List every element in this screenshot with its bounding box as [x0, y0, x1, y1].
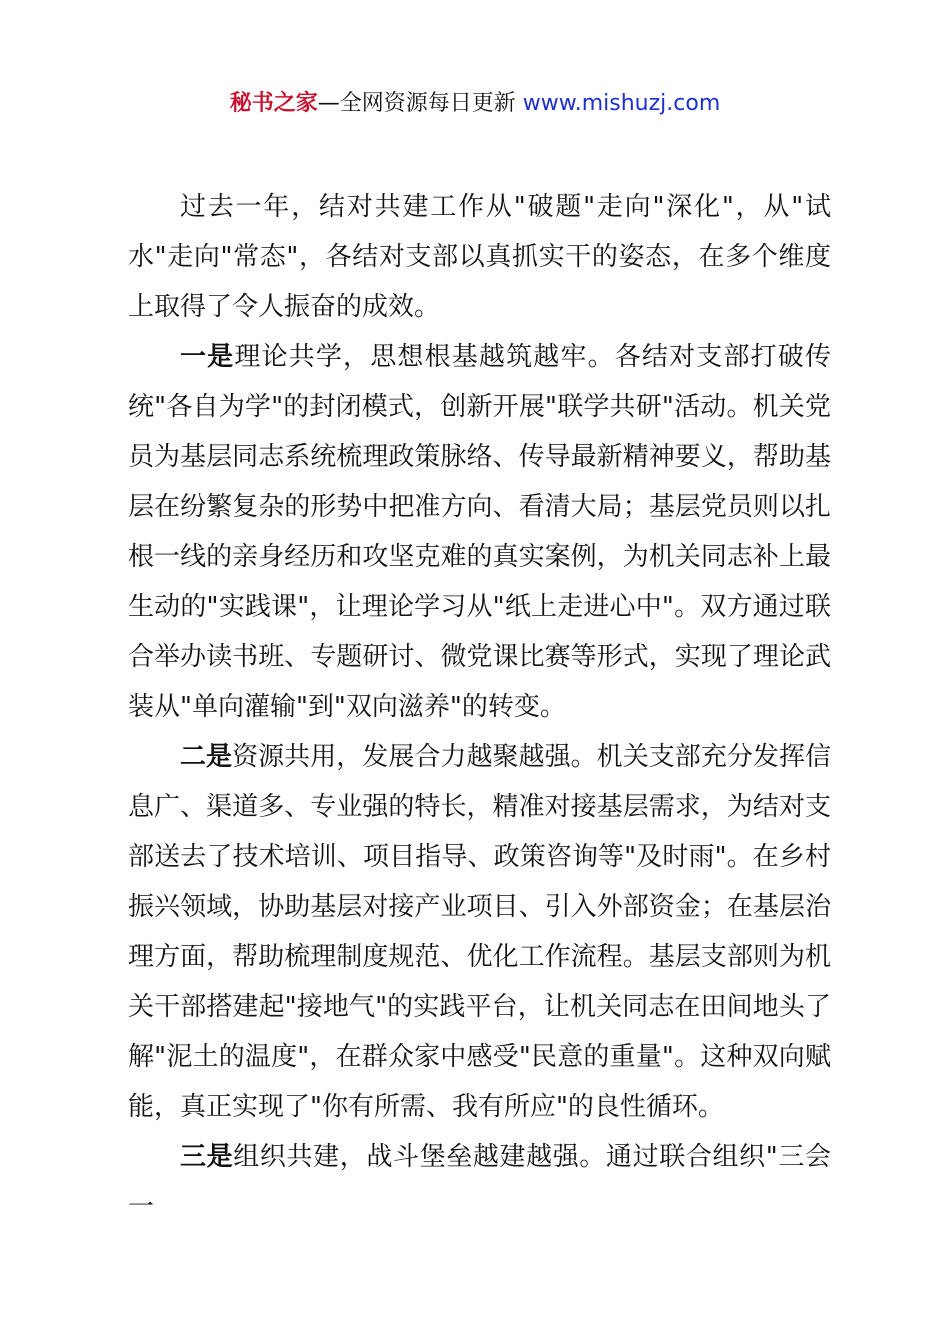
paragraph-text: 理论共学，思想根基越筑越牢。各结对支部打破传统"各自为学"的封闭模式，创新开展"联学共研"活动。机关党员为基层同志系统梳理政策脉络、传导最新精神要义，帮助基层在纷繁复杂的形势中把准方向、看清大局；基层党员则以扎根一线的亲身经历和攻坚克难的真实案例，为机关同志补上最生动的"实践课"，让理论学习从"纸上走进心中"。双方通过联合举办读书班、专题研讨、微党课比赛等形式，实现了理论武装从"单向灌输"到"双向滋养"的转变。	[128, 342, 831, 722]
paragraph-text: 组织共建，战斗堡垒越建越强。通过联合组织"三会一	[128, 1142, 831, 1222]
paragraph-text: 过去一年，结对共建工作从"破题"走向"深化"，从"试水"走向"常态"，各结对支部以真抓实干的姿态，在多个维度上取得了令人振奋的成效。	[128, 192, 831, 322]
paragraph-text: 资源共用，发展合力越聚越强。机关支部充分发挥信息广、渠道多、专业强的特长，精准对接基层需求，为结对支部送去了技术培训、项目指导、政策咨询等"及时雨"。在乡村振兴领域，协助基层对接产业项目、引入外部资金；在基层治理方面，帮助梳理制度规范、优化工作流程。基层支部则为机关干部搭建起"接地气"的实践平台，让机关同志在田间地头了解"泥土的温度"，在群众家中感受"民意的重量"。这种双向赋能，真正实现了"你有所需、我有所应"的良性循环。	[128, 742, 831, 1122]
paragraph-resource-sharing	[128, 732, 831, 1132]
paragraph-organization-building	[128, 1132, 831, 1232]
document-body	[128, 182, 831, 1232]
site-url-link[interactable]: www.mishuzj.com	[522, 91, 721, 116]
brand-name: 秘书之家	[229, 91, 318, 116]
page-header	[0, 86, 950, 122]
paragraph-theory-study	[128, 332, 831, 732]
paragraph-lead: 一是	[180, 342, 235, 372]
paragraph-lead: 二是	[180, 742, 233, 772]
header-tagline: —全网资源每日更新	[317, 91, 523, 116]
paragraph-intro	[128, 182, 831, 332]
paragraph-lead: 三是	[180, 1142, 234, 1172]
